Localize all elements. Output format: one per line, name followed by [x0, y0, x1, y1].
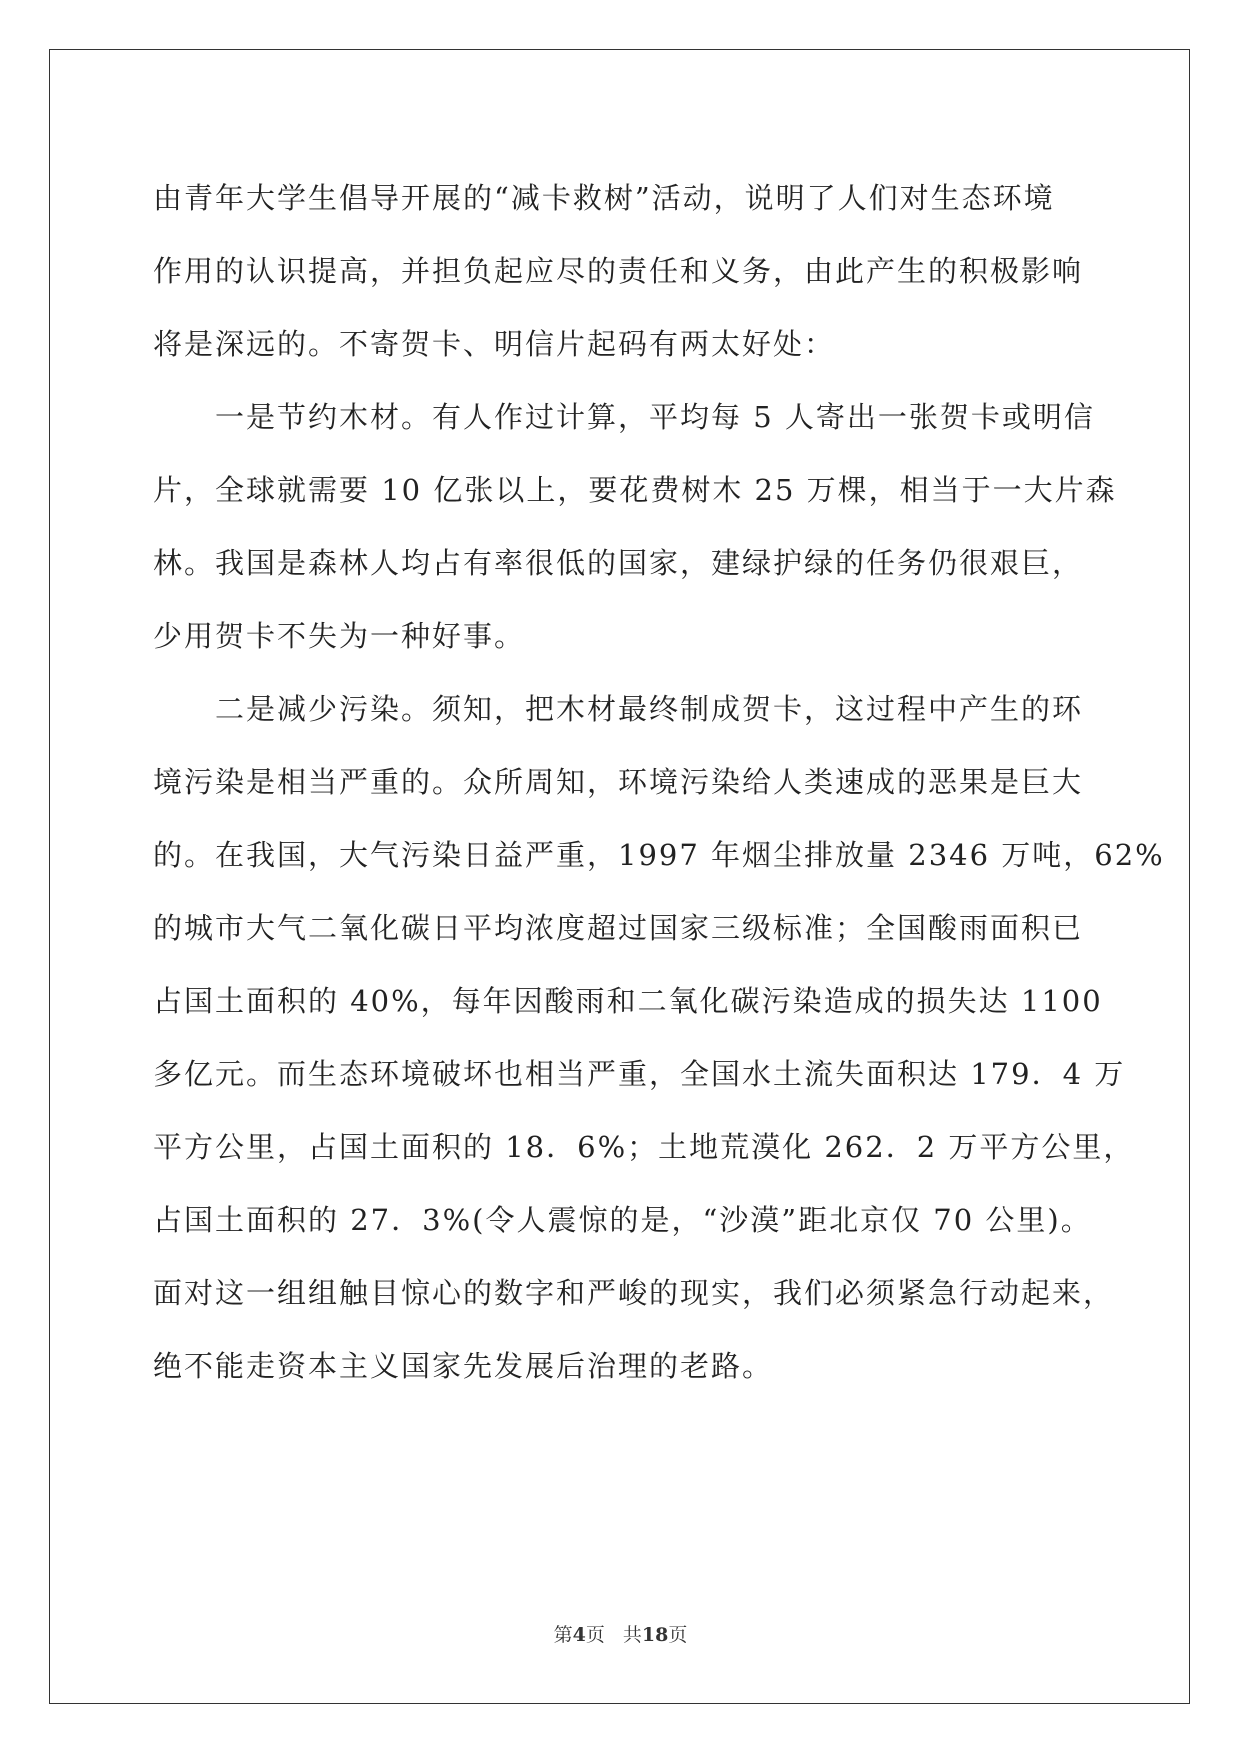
- text-line: 的城市大气二氧化碳日平均浓度超过国家三级标准；全国酸雨面积已: [153, 911, 1084, 945]
- text-line: 由青年大学生倡导开展的“减卡救树”活动，说明了人们对生态环境: [153, 181, 1055, 215]
- total-pages: 18: [641, 1624, 669, 1646]
- total-prefix: 共: [622, 1624, 642, 1646]
- text-line: 的。在我国，大气污染日益严重，1997 年烟尘排放量 2346 万吨，62%: [153, 838, 1165, 872]
- text-line: 平方公里，占国土面积的 18．6%；土地荒漠化 262．2 万平方公里，: [153, 1130, 1135, 1164]
- page-suffix: 页: [585, 1624, 605, 1646]
- text-line: 占国土面积的 27．3%(令人震惊的是，“沙漠”距北京仅 70 公里)。: [153, 1203, 1092, 1237]
- document-body: [153, 162, 1165, 1403]
- text-line: 林。我国是森林人均占有率很低的国家，建绿护绿的任务仍很艰巨，: [153, 546, 1084, 580]
- paragraph-start-line: 二是减少污染。须知，把木材最终制成贺卡，这过程中产生的环: [215, 692, 1084, 726]
- text-line: 境污染是相当严重的。众所周知，环境污染给人类速成的恶果是巨大: [153, 765, 1084, 799]
- text-line: 占国土面积的 40%，每年因酸雨和二氧化碳污染造成的损失达 1100: [153, 984, 1103, 1018]
- total-suffix: 页: [668, 1624, 688, 1646]
- page-prefix: 第: [553, 1624, 573, 1646]
- page-number: 4: [572, 1624, 586, 1646]
- text-line: 多亿元。而生态环境破坏也相当严重，全国水土流失面积达 179．4 万: [153, 1057, 1126, 1091]
- text-line: 面对这一组组触目惊心的数字和严峻的现实，我们必须紧急行动起来，: [153, 1276, 1115, 1310]
- paragraph-start-line: 一是节约木材。有人作过计算，平均每 5 人寄出一张贺卡或明信: [215, 400, 1095, 434]
- text-line: 少用贺卡不失为一种好事。: [153, 619, 526, 653]
- page-footer: [0, 1620, 1241, 1647]
- text-line: 作用的认识提高，并担负起应尽的责任和义务，由此产生的积极影响: [153, 254, 1084, 288]
- text-line: 片，全球就需要 10 亿张以上，要花费树木 25 万棵，相当于一大片森: [153, 473, 1117, 507]
- text-line: 将是深远的。不寄贺卡、明信片起码有两太好处：: [153, 327, 836, 361]
- text-line: 绝不能走资本主义国家先发展后治理的老路。: [153, 1349, 774, 1383]
